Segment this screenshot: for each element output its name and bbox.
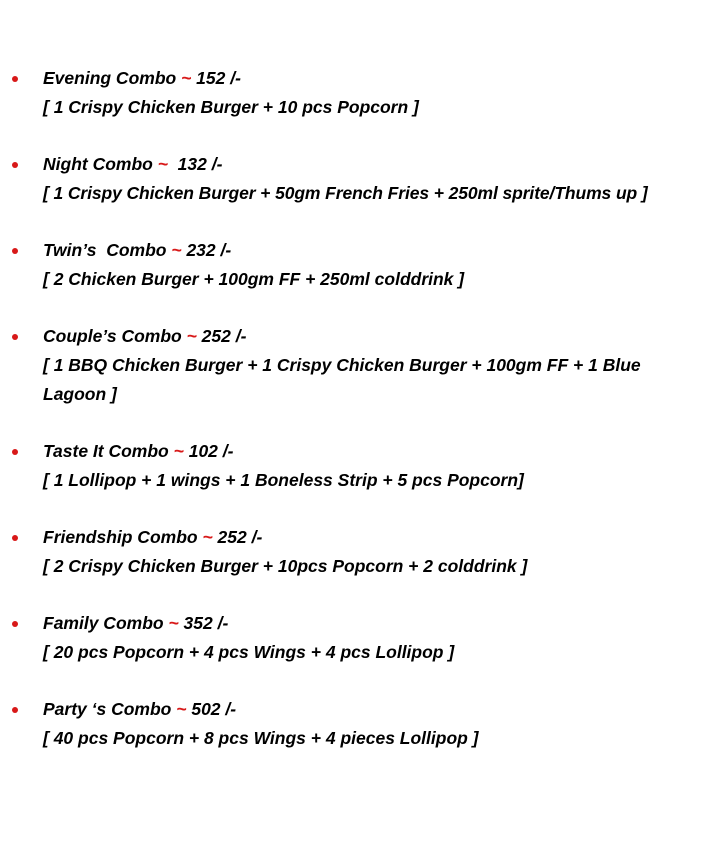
- combo-name: Party ‘s Combo: [43, 699, 177, 719]
- combo-item-evening: [0, 64, 720, 122]
- combo-contents: [ 20 pcs Popcorn + 4 pcs Wings + 4 pcs Lollipop ]: [43, 642, 455, 662]
- combo-title-line: [43, 150, 720, 179]
- combo-name: Family Combo: [43, 613, 169, 633]
- combo-contents: [ 2 Crispy Chicken Burger + 10pcs Popcorn + 2 colddrink ]: [43, 556, 528, 576]
- combo-item-friendship: [0, 523, 720, 581]
- combo-item-twins: [0, 236, 720, 294]
- combo-item-couples: [0, 322, 720, 409]
- bullet-icon: [12, 162, 18, 168]
- price-separator: ~: [186, 326, 197, 346]
- combo-menu-list: [0, 64, 720, 781]
- combo-title-line: [43, 322, 720, 351]
- price-separator: ~: [176, 699, 187, 719]
- bullet-icon: [12, 248, 18, 254]
- bullet-icon: [12, 621, 18, 627]
- combo-name: Night Combo: [43, 154, 158, 174]
- bullet-icon: [12, 76, 18, 82]
- price-separator: ~: [173, 441, 184, 461]
- price-separator: ~: [171, 240, 182, 260]
- price-separator: ~: [181, 68, 192, 88]
- combo-title-line: [43, 64, 720, 93]
- combo-price: 252 /-: [212, 527, 263, 547]
- combo-contents: [ 1 BBQ Chicken Burger + 1 Crispy Chicken Burger + 100gm FF + 1 Blue Lagoon ]: [43, 355, 641, 404]
- combo-contents: [ 1 Lollipop + 1 wings + 1 Boneless Strip + 5 pcs Popcorn]: [43, 470, 524, 490]
- combo-contents: [ 2 Chicken Burger + 100gm FF + 250ml colddrink ]: [43, 269, 465, 289]
- combo-title-line: [43, 437, 720, 466]
- combo-name: Friendship Combo: [43, 527, 203, 547]
- bullet-icon: [12, 535, 18, 541]
- combo-contents: [ 40 pcs Popcorn + 8 pcs Wings + 4 pieces Lollipop ]: [43, 728, 479, 748]
- bullet-icon: [12, 449, 18, 455]
- combo-item-party: [0, 695, 720, 753]
- combo-title-line: [43, 523, 720, 552]
- combo-title-line: [43, 236, 720, 265]
- combo-price: 232 /-: [181, 240, 232, 260]
- combo-name: Taste It Combo: [43, 441, 174, 461]
- combo-price: 352 /-: [178, 613, 229, 633]
- combo-contents: [ 1 Crispy Chicken Burger + 10 pcs Popcorn ]: [43, 97, 419, 117]
- combo-price: 132 /-: [167, 154, 223, 174]
- combo-price: 252 /-: [196, 326, 247, 346]
- combo-item-taste-it: [0, 437, 720, 495]
- bullet-icon: [12, 334, 18, 340]
- price-separator: ~: [202, 527, 213, 547]
- bullet-icon: [12, 707, 18, 713]
- price-separator: ~: [168, 613, 179, 633]
- combo-contents: [ 1 Crispy Chicken Burger + 50gm French Fries + 250ml sprite/Thums up ]: [43, 183, 648, 203]
- combo-price: 502 /-: [186, 699, 237, 719]
- combo-title-line: [43, 695, 720, 724]
- combo-name: Twin’s Combo: [43, 240, 172, 260]
- combo-item-family: [0, 609, 720, 667]
- combo-price: 152 /-: [191, 68, 241, 88]
- price-separator: ~: [157, 154, 168, 174]
- combo-title-line: [43, 609, 720, 638]
- combo-item-night: [0, 150, 720, 208]
- combo-name: Couple’s Combo: [43, 326, 187, 346]
- combo-price: 102 /-: [183, 441, 234, 461]
- combo-name: Evening Combo: [43, 68, 182, 88]
